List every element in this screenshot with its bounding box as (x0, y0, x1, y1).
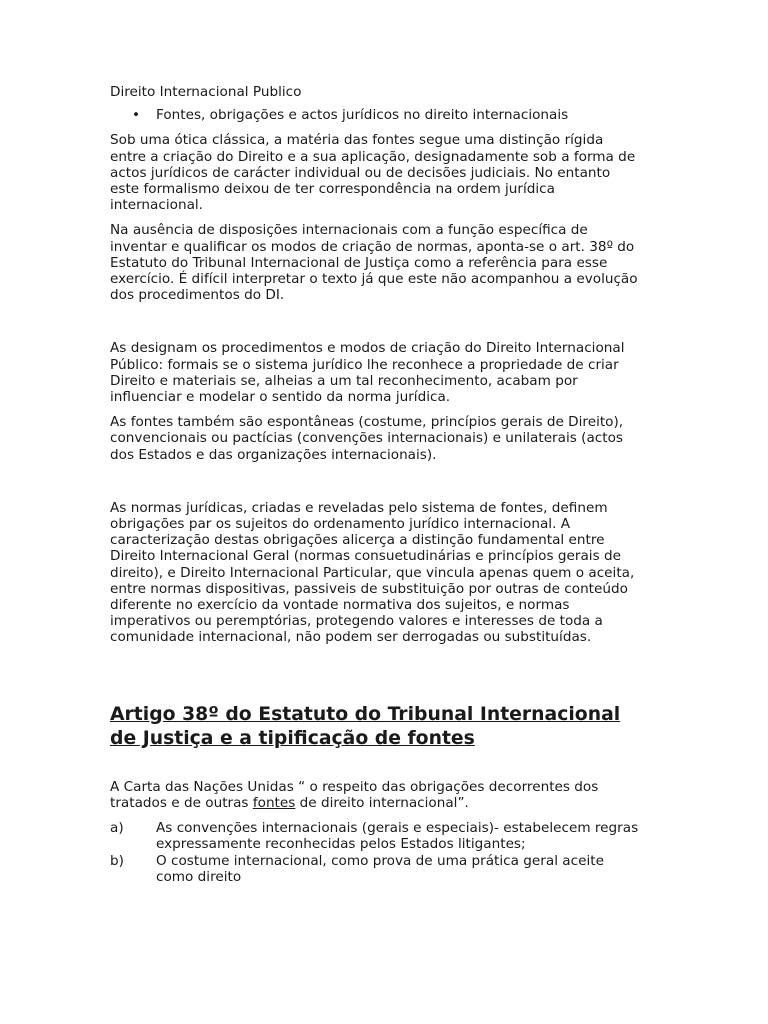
paragraph-6-text-start: A Carta das Nações Unidas “ o respeito das obrigações decorrentes dos tratados e de outras (110, 778, 599, 811)
bullet-icon: • (132, 107, 141, 124)
lettered-list (110, 820, 640, 885)
paragraph-6-text-end: de direito internacional”. (295, 794, 469, 811)
list-item-text: O costume internacional, como prova de uma prática geral aceite como direito (156, 852, 604, 885)
list-marker: b) (110, 852, 124, 869)
paragraph-6-underlined-word: fontes (252, 794, 296, 811)
blank-line (110, 472, 640, 500)
blank-line (110, 751, 640, 779)
paragraph-3: As designam os procedimentos e modos de criação do Direito Internacional Público: formais se o sistema jurídico lhe reconhece a propriedade de criar Direito e materiais se, alheias a um tal reconhecimento, acabam por influenciar e modelar o sentido da norma jurídica. (110, 340, 625, 406)
list-item (110, 820, 640, 852)
list-item-text: As convenções internacionais (gerais e especiais)- estabelecem regras expressamente reconhecidas pelos Estados litigantes; (156, 820, 639, 853)
list-marker: a) (110, 820, 124, 837)
document-page (110, 84, 640, 885)
paragraph-2: Na ausência de disposições internacionais com a função específica de inventar e qualificar os modos de criação de normas, aponta-se o art. 38º do Estatuto do Tribunal Internacional de Justiça como a referência para esse exercício. É difícil interpretar o texto já que este não acompanhou a evolução dos procedimentos do DI. (110, 222, 638, 304)
section-heading: Artigo 38º do Estatuto do Tribunal Internacional de Justiça e a tipificação de fontes (110, 703, 621, 749)
blank-line (110, 312, 640, 340)
paragraph-6 (110, 779, 640, 811)
paragraph-1: Sob uma ótica clássica, a matéria das fontes segue uma distinção rígida entre a criação do Direito e a sua aplicação, designadamente sob a forma de actos jurídicos de carácter individual ou de decisões judiciais. No entanto este formalismo deixou de ter correspondência na ordem jurídica internacional. (110, 132, 636, 214)
paragraph-4: As fontes também são espontâneas (costume, princípios gerais de Direito), convencionais ou pactícias (convenções internacionais) e unilaterais (actos dos Estados e das organizações internacionais). (110, 414, 624, 463)
blank-line (110, 655, 640, 703)
bullet-item (132, 107, 640, 123)
bullet-text: Fontes, obrigações e actos jurídicos no direito internacionais (156, 107, 569, 124)
document-title: Direito Internacional Publico (110, 84, 302, 100)
list-item (110, 853, 640, 885)
paragraph-5: As normas jurídicas, criadas e reveladas pelo sistema de fontes, definem obrigações par os sujeitos do ordenamento jurídico internacional. A caracterização destas obrigações alicerça a distinção fundamental entre Direito Internacional Geral (normas consuetudinárias e princípios gerais de direito), e Direito Internacional Particular, que vincula apenas quem o aceita, entre normas dispositivas, passiveis de substituição por outras de conteúdo diferente no exercício da vontade normativa dos sujeitos, e normas imperativos ou peremptórias, protegendo valores e interesses de toda a comunidade internacional, não podem ser derrogadas ou substituídas. (110, 499, 635, 646)
